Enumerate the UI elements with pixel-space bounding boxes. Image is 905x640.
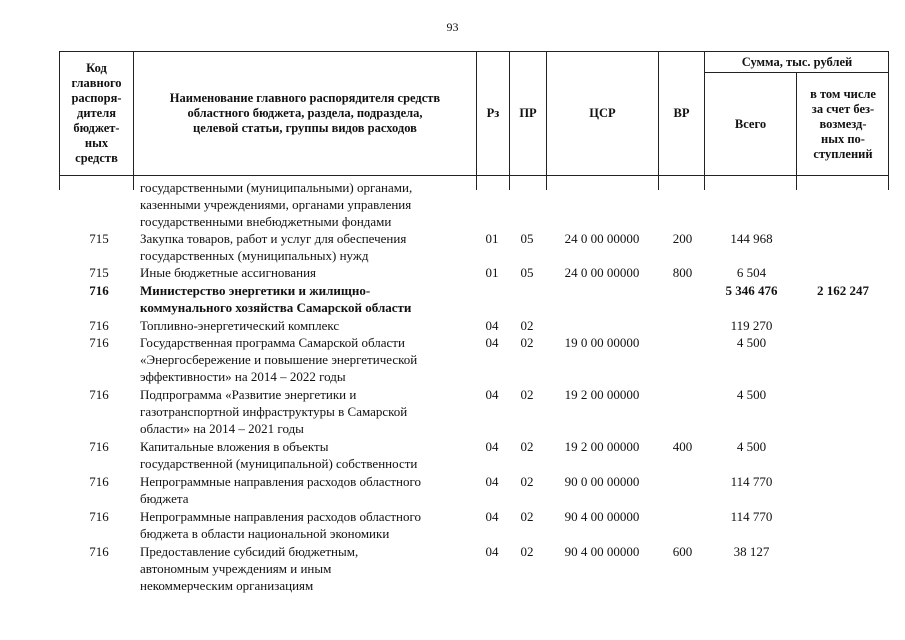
row-csr: 90 4 00 00000: [564, 544, 640, 559]
row-pr: 02: [520, 509, 534, 524]
row-code: 716: [89, 509, 109, 524]
row-name-line: Капитальные вложения в объекты: [140, 439, 329, 454]
row-name: [140, 230, 480, 264]
row-name-line: Подпрограмма «Развитие энергетики и: [140, 387, 357, 402]
row-csr: 19 2 00 00000: [564, 387, 640, 402]
row-name: [140, 473, 480, 507]
column-line: [796, 176, 797, 190]
row-vr: 200: [672, 231, 693, 246]
header-pr: ПР: [519, 106, 537, 120]
page-number: 93: [446, 20, 459, 34]
row-pr: 02: [520, 474, 534, 489]
header-csr: ЦСР: [589, 106, 616, 120]
row-name-line: государственными (муниципальными) органами,: [140, 180, 413, 195]
row-rz: 04: [485, 544, 499, 559]
row-code: 716: [89, 439, 109, 454]
header-rz: Рз: [486, 106, 500, 120]
row-free: 2 162 247: [817, 283, 869, 298]
row-rz: 01: [485, 265, 499, 280]
row-code: 716: [89, 474, 109, 489]
column-line: [658, 176, 659, 190]
row-code: 716: [89, 544, 109, 559]
row-name-line: некоммерческим организациям: [140, 578, 314, 593]
row-name: [140, 438, 480, 472]
header-name: Наименование главного распорядителя средств областного бюджета, раздела, подраздела, целевой статьи, группы видов расходов: [169, 91, 441, 135]
row-name-line: Иные бюджетные ассигнования: [140, 265, 317, 280]
row-name-line: газотранспортной инфраструктуры в Самарской: [140, 404, 408, 419]
row-name: [140, 386, 480, 437]
row-pr: 02: [520, 318, 534, 333]
row-pr: 05: [520, 231, 534, 246]
row-rz: 04: [485, 509, 499, 524]
row-code: 716: [89, 387, 109, 402]
row-vr: 400: [672, 439, 693, 454]
row-csr: 19 2 00 00000: [564, 439, 640, 454]
row-rz: 04: [485, 439, 499, 454]
row-name-line: коммунального хозяйства Самарской области: [140, 300, 412, 315]
row-total: 114 770: [730, 509, 773, 524]
row-name: [140, 508, 480, 542]
header-total: Всего: [734, 116, 767, 131]
row-rz: 04: [485, 335, 499, 350]
row-name-line: Топливно-энергетический комплекс: [140, 318, 340, 333]
column-line: [546, 176, 547, 190]
row-name-line: государственными внебюджетными фондами: [140, 214, 392, 229]
row-name: [140, 264, 480, 281]
row-rz: 04: [485, 318, 499, 333]
row-name-line: государственных (муниципальных) нужд: [140, 248, 369, 263]
row-pr: 02: [520, 335, 534, 350]
row-name-line: эффективности» на 2014 – 2022 годы: [140, 369, 346, 384]
row-name: [140, 317, 480, 334]
row-name-line: Министерство энергетики и жилищно-: [140, 283, 371, 298]
row-rz: 01: [485, 231, 499, 246]
row-name-line: «Энергосбережение и повышение энергетической: [140, 352, 418, 367]
row-vr: 800: [672, 265, 693, 280]
row-name-line: бюджета: [140, 491, 189, 506]
row-name-line: государственной (муниципальной) собственности: [140, 456, 418, 471]
row-name-line: области» на 2014 – 2021 годы: [140, 421, 304, 436]
row-csr: 90 4 00 00000: [564, 509, 640, 524]
row-csr: 24 0 00 00000: [564, 265, 640, 280]
header-free: в том числе за счет без- возмезд- ных по- ступлений: [810, 86, 876, 161]
row-total: 4 500: [736, 387, 767, 402]
row-pr: 05: [520, 265, 534, 280]
row-name: [140, 543, 480, 594]
row-pr: 02: [520, 387, 534, 402]
column-line: [59, 176, 60, 190]
header-vr: ВР: [673, 106, 690, 120]
row-code: 716: [89, 283, 109, 298]
row-name: [140, 334, 480, 385]
row-total: 4 500: [736, 335, 767, 350]
row-total: 144 968: [730, 231, 773, 246]
row-pr: 02: [520, 439, 534, 454]
row-total: 4 500: [736, 439, 767, 454]
row-csr: 19 0 00 00000: [564, 335, 640, 350]
row-name-line: Непрограммные направления расходов областного: [140, 474, 421, 489]
header-code: Код главного распоря- дителя бюджет- ных средств: [71, 61, 122, 165]
row-code: 716: [89, 318, 109, 333]
row-name-line: казенными учреждениями, органами управления: [140, 197, 412, 212]
row-name-line: автономным учреждениям и иным: [140, 561, 332, 576]
row-csr: 90 0 00 00000: [564, 474, 640, 489]
row-name: [140, 282, 480, 316]
row-code: 715: [89, 265, 109, 280]
header-sum: Сумма, тыс. рублей: [741, 54, 853, 69]
row-name-line: Непрограммные направления расходов областного: [140, 509, 421, 524]
row-name-line: Закупка товаров, работ и услуг для обеспечения: [140, 231, 407, 246]
column-line: [704, 176, 705, 190]
row-csr: 24 0 00 00000: [564, 231, 640, 246]
column-line: [888, 176, 889, 190]
row-name-line: бюджета в области национальной экономики: [140, 526, 390, 541]
column-line: [509, 176, 510, 190]
row-total: 114 770: [730, 474, 773, 489]
row-rz: 04: [485, 387, 499, 402]
row-total: 5 346 476: [725, 283, 778, 298]
row-rz: 04: [485, 474, 499, 489]
row-name-line: Государственная программа Самарской области: [140, 335, 405, 350]
row-code: 716: [89, 335, 109, 350]
row-name: [140, 179, 480, 230]
row-pr: 02: [520, 544, 534, 559]
row-total: 38 127: [733, 544, 770, 559]
row-code: 715: [89, 231, 109, 246]
row-vr: 600: [672, 544, 693, 559]
row-name-line: Предоставление субсидий бюджетным,: [140, 544, 359, 559]
row-total: 6 504: [736, 265, 767, 280]
column-line: [133, 176, 134, 190]
row-total: 119 270: [730, 318, 773, 333]
